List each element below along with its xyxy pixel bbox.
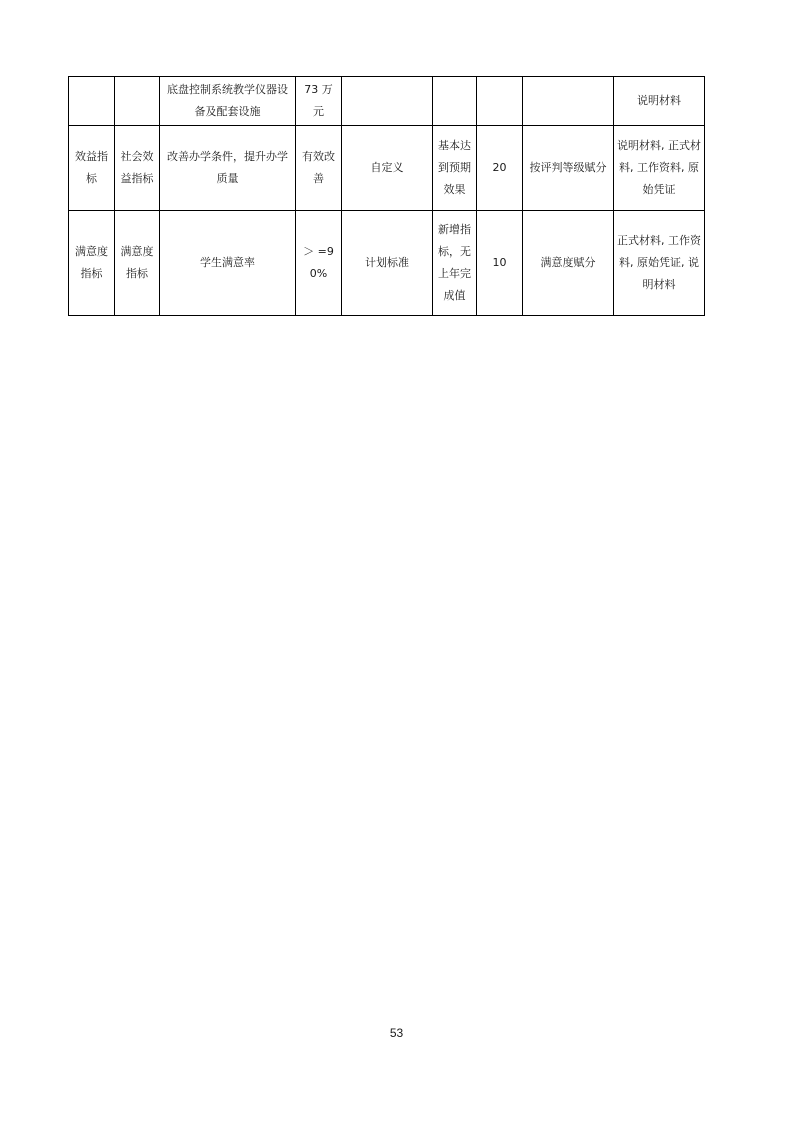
level3-indicator-cell: 改善办学条件，提升办学质量 [160,126,296,211]
level1-indicator-cell: 满意度指标 [69,211,115,316]
weight-cell [477,77,523,126]
scoring-method-cell: 满意度赋分 [523,211,614,316]
target-value-cell: 73 万元 [296,77,342,126]
standard-cell [342,77,433,126]
level3-indicator-cell: 学生满意率 [160,211,296,316]
table-row [69,211,705,316]
standard-cell: 计划标准 [342,211,433,316]
table-row [69,77,705,126]
level1-indicator-cell: 效益指标 [69,126,115,211]
actual-value-cell [433,77,477,126]
performance-indicator-table [68,76,705,316]
level1-indicator-cell [69,77,115,126]
actual-value-cell: 新增指标，无上年完成值 [433,211,477,316]
standard-cell: 自定义 [342,126,433,211]
evidence-cell: 说明材料 [614,77,705,126]
table-row [69,126,705,211]
weight-cell: 10 [477,211,523,316]
level3-indicator-cell: 底盘控制系统教学仪器设备及配套设施 [160,77,296,126]
target-value-cell: ＞ =90% [296,211,342,316]
evidence-cell: 说明材料, 正式材料, 工作资料, 原始凭证 [614,126,705,211]
target-value-cell: 有效改善 [296,126,342,211]
scoring-method-cell: 按评判等级赋分 [523,126,614,211]
level2-indicator-cell: 社会效益指标 [115,126,160,211]
page-number: 53 [389,1026,404,1040]
level2-indicator-cell [115,77,160,126]
scoring-method-cell [523,77,614,126]
weight-cell: 20 [477,126,523,211]
actual-value-cell: 基本达到预期效果 [433,126,477,211]
evidence-cell: 正式材料, 工作资料, 原始凭证, 说明材料 [614,211,705,316]
level2-indicator-cell: 满意度指标 [115,211,160,316]
